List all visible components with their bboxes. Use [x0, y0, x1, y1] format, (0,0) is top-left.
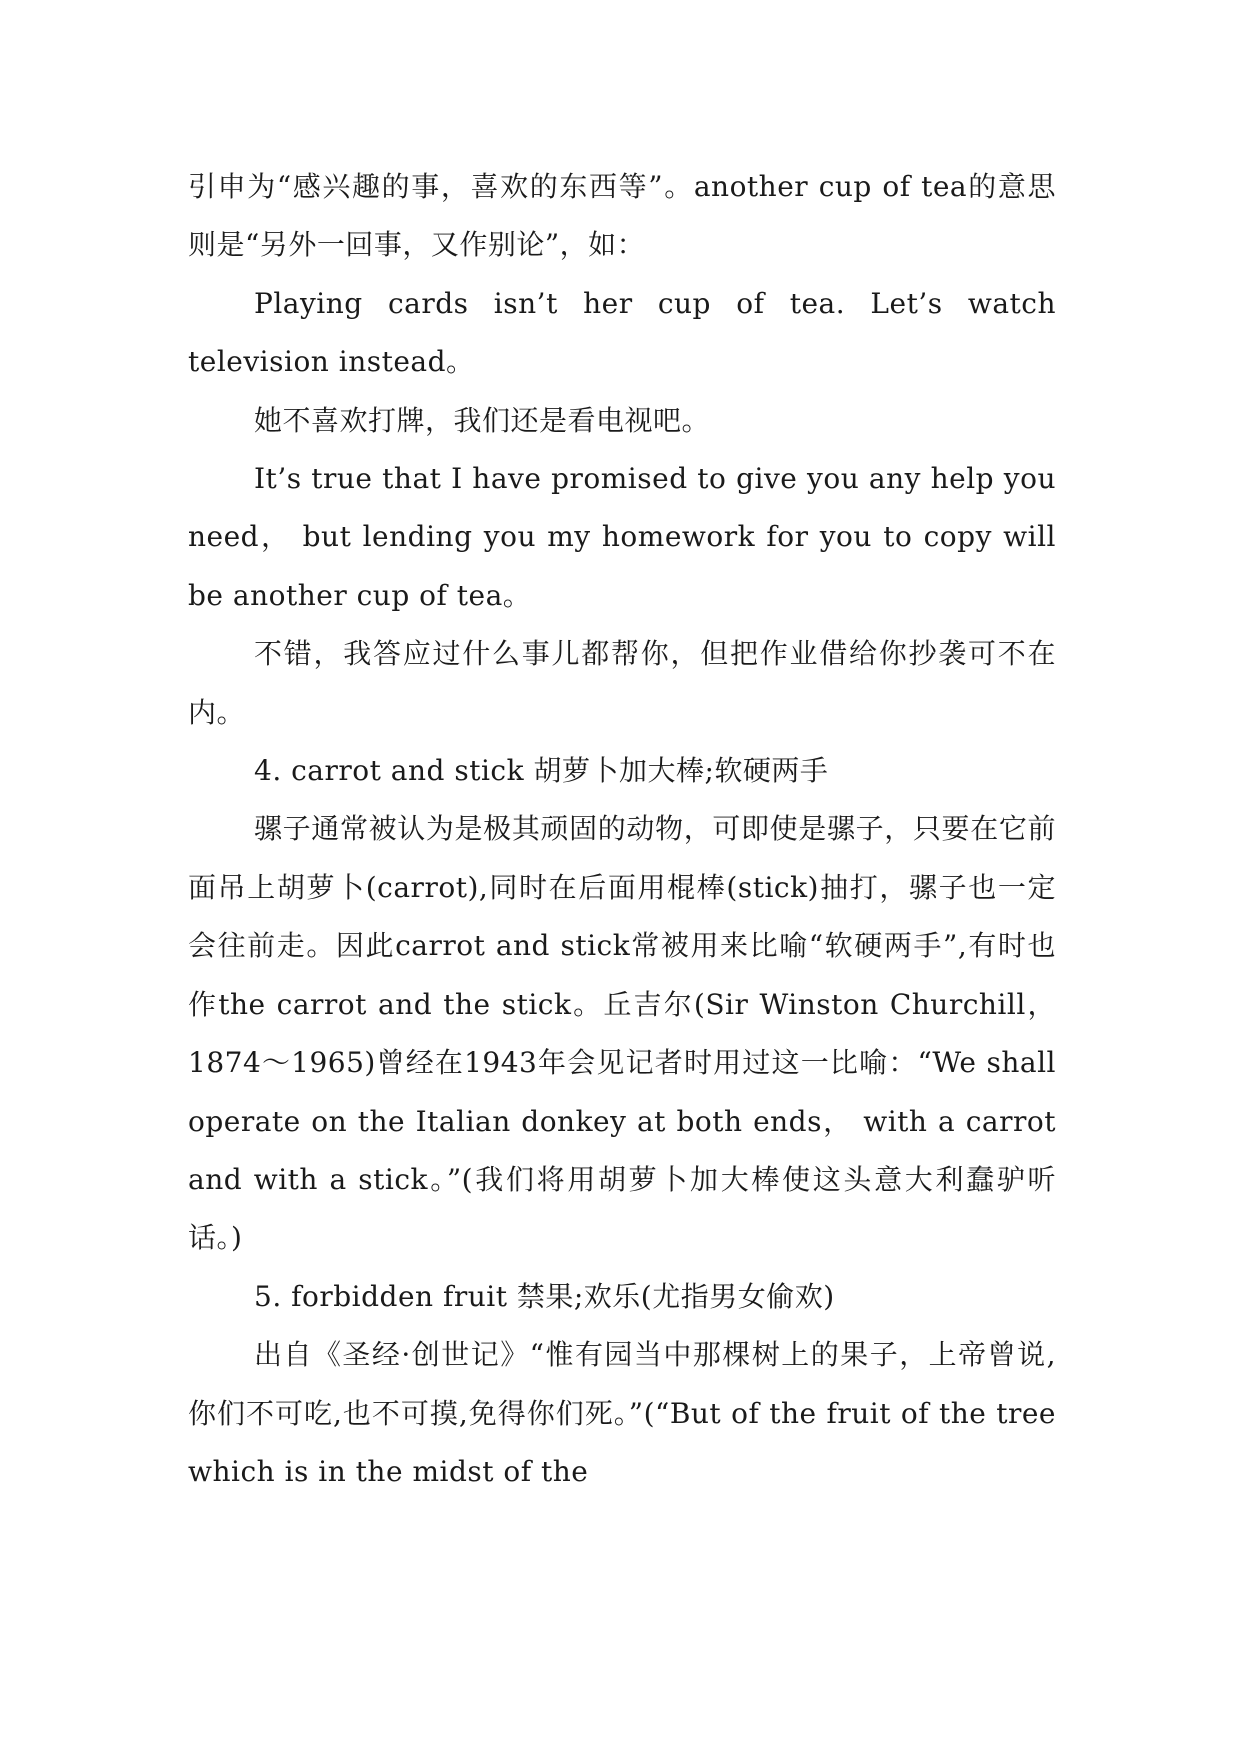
- translation-homework: 不错，我答应过什么事儿都帮你，但把作业借给你抄袭可不在内。: [188, 637, 1056, 729]
- paragraph-carrot-and-stick: 骡子通常被认为是极其顽固的动物，可即使是骡子，只要在它前面吊上胡萝卜(carrot),同时在后面用棍棒(stick)抽打，骡子也一定会往前走。因此carrot and stick常被用来比喻“软硬两手”,有时也作the carrot and the stick。丘吉尔(Sir Winston Churchill，1874～1965)曾经在1943年会见记者时用过这一比喻：“We shall operate on the Italian donkey at both ends， with a carrot and with a stick。”(我们将用胡萝卜加大棒使这头意大利蠢驴听话。): [188, 812, 1056, 1255]
- paragraph-cup-of-tea-explanation: 引申为“感兴趣的事，喜欢的东西等”。another cup of tea的意思则是“另外一回事，又作别论”，如：: [188, 170, 1056, 262]
- example-sentence-homework: It’s true that I have promised to give you any help you need， but lending you my homework for you to copy will be another cup of tea。: [188, 462, 1056, 612]
- paragraph-forbidden-fruit: 出自《圣经·创世记》“惟有园当中那棵树上的果子，上帝曾说,你们不可吃,也不可摸,免得你们死。”(“But of the fruit of the tree which is in the midst of the: [188, 1338, 1056, 1488]
- document-body: [188, 158, 1056, 1501]
- section-heading-forbidden-fruit: 5. forbidden fruit 禁果;欢乐(尤指男女偷欢): [254, 1279, 835, 1313]
- translation-playing-cards: 她不喜欢打牌，我们还是看电视吧。: [254, 403, 711, 437]
- section-heading-carrot-and-stick: 4. carrot and stick 胡萝卜加大棒;软硬两手: [254, 754, 829, 788]
- example-sentence-playing-cards: Playing cards isn’t her cup of tea. Let’s watch television instead。: [188, 286, 1056, 379]
